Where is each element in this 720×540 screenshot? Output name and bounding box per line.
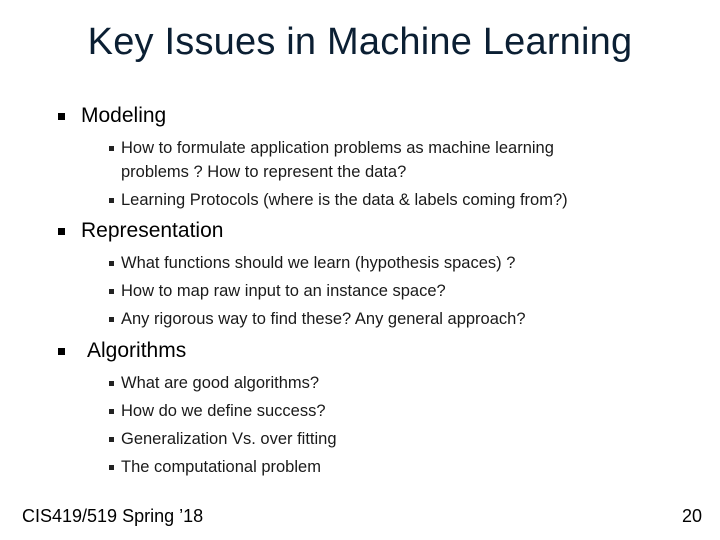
square-bullet-icon (109, 317, 114, 322)
list-item (58, 399, 680, 423)
square-bullet-icon (109, 381, 114, 386)
section-heading-label: Algorithms (87, 339, 187, 362)
list-item (58, 455, 680, 479)
slide-title: Key Issues in Machine Learning (87, 21, 633, 63)
list-item (58, 427, 680, 451)
list-item (58, 307, 680, 331)
square-bullet-icon (109, 261, 114, 266)
square-bullet-icon (109, 146, 114, 151)
section-heading (58, 337, 680, 365)
section-algorithms (58, 337, 680, 479)
section-modeling (58, 102, 680, 212)
section-heading (58, 102, 680, 130)
list-item-text: How to formulate application problems as machine learning problems ? How to represent the data? (121, 139, 554, 181)
list-item-text: Learning Protocols (where is the data & labels coming from?) (121, 191, 568, 209)
list-item-text: Generalization Vs. over fitting (121, 430, 337, 448)
section-heading (58, 217, 680, 245)
square-bullet-icon (58, 348, 65, 355)
square-bullet-icon (109, 437, 114, 442)
bullet-list (58, 136, 680, 212)
square-bullet-icon (109, 465, 114, 470)
list-item (58, 371, 680, 395)
list-item (58, 251, 680, 275)
list-item-text: Any rigorous way to find these? Any general approach? (121, 310, 526, 328)
list-item-text: The computational problem (121, 458, 321, 476)
square-bullet-icon (109, 409, 114, 414)
square-bullet-icon (109, 198, 114, 203)
section-heading-label: Representation (81, 219, 224, 242)
slide-page-number: 20 (681, 506, 702, 526)
footer-course-label: CIS419/519 Spring ’18 (22, 506, 204, 526)
list-item-text: How to map raw input to an instance space? (121, 282, 446, 300)
bullet-list (58, 251, 680, 331)
list-item-text: What functions should we learn (hypothesis spaces) ? (121, 254, 516, 272)
list-item-text: How do we define success? (121, 402, 326, 420)
list-item (58, 188, 680, 212)
square-bullet-icon (58, 113, 65, 120)
square-bullet-icon (58, 228, 65, 235)
bullet-list (58, 371, 680, 479)
square-bullet-icon (109, 289, 114, 294)
section-heading-label: Modeling (81, 104, 167, 127)
list-item (58, 279, 680, 303)
list-item (58, 136, 616, 184)
list-item-text: What are good algorithms? (121, 374, 320, 392)
section-representation (58, 217, 680, 331)
